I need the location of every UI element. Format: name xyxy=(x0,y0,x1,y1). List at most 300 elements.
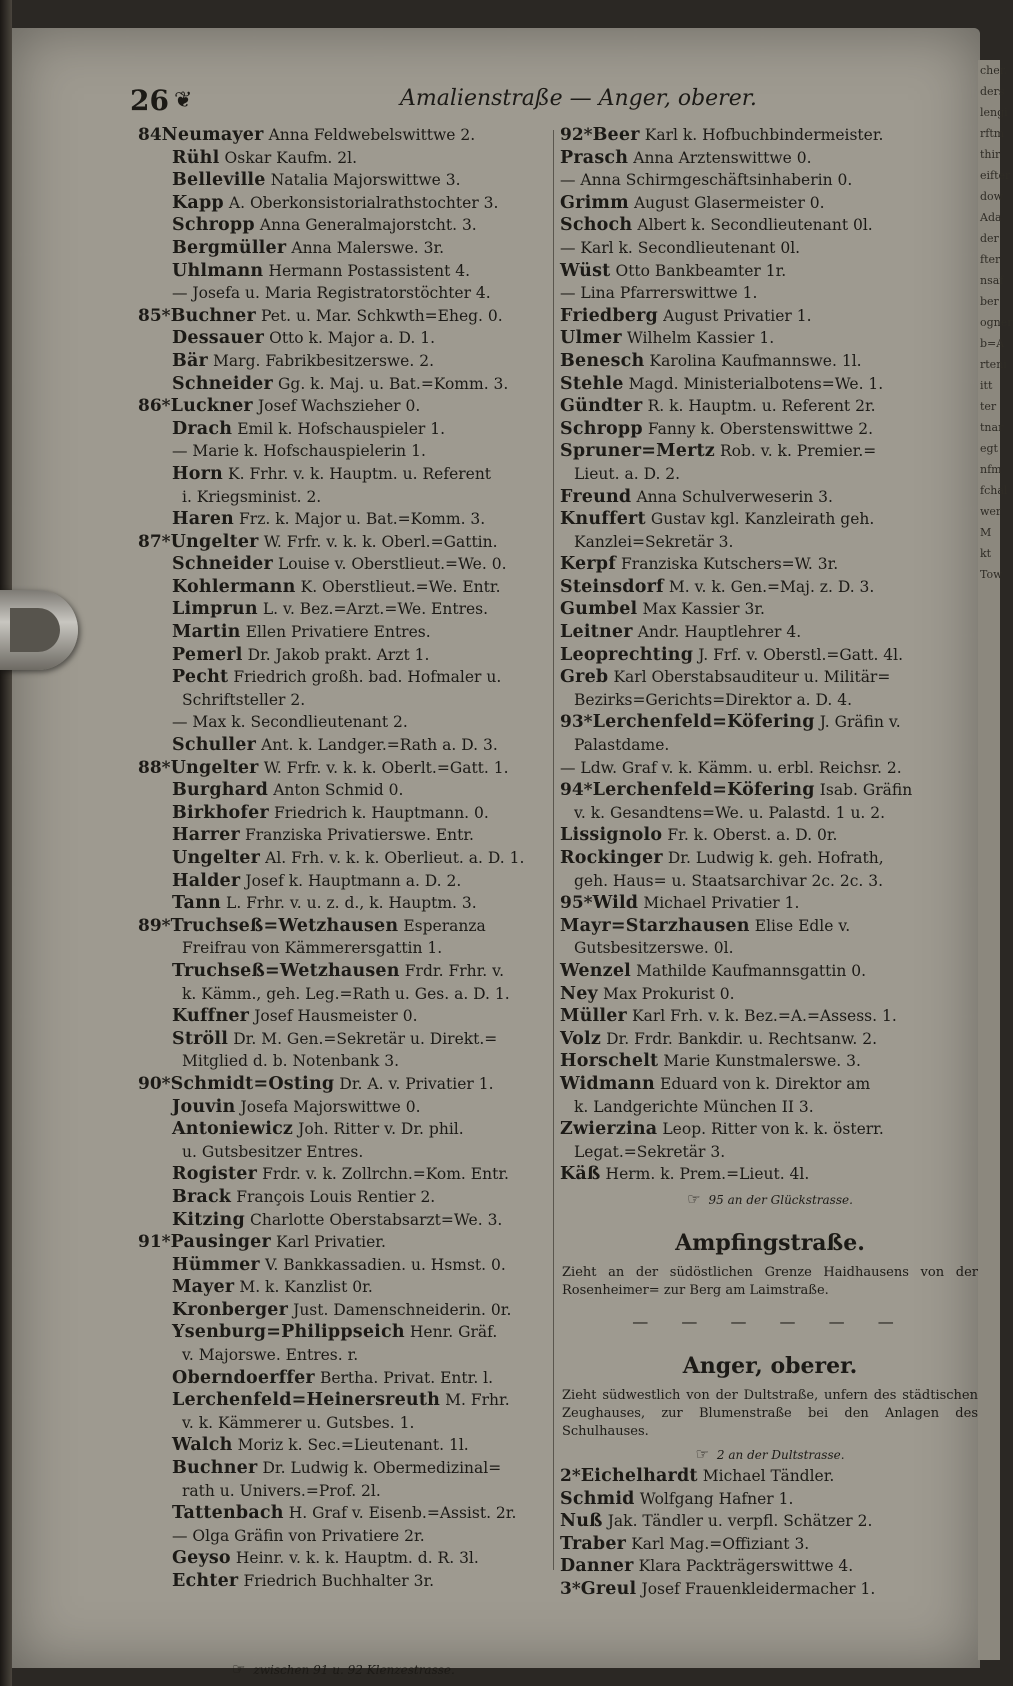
directory-entry xyxy=(560,486,980,509)
directory-entry xyxy=(560,689,980,712)
directory-entry xyxy=(560,282,980,305)
resident-name: Schmid xyxy=(560,1488,635,1509)
resident-details: M. Frhr. xyxy=(445,1391,510,1410)
entry-continuation: i. Kriegsminist. 2. xyxy=(182,487,322,506)
directory-entry xyxy=(560,1488,980,1511)
resident-name: Leoprechting xyxy=(560,644,694,665)
directory-entry xyxy=(138,1163,548,1186)
left-footer-text: zwischen 91 u. 92 Klenzestrasse. xyxy=(253,1663,455,1677)
resident-details: Rob. v. k. Premier.= xyxy=(720,442,877,461)
directory-entry xyxy=(560,644,980,667)
directory-entry xyxy=(560,1050,980,1073)
resident-name: Schuller xyxy=(172,735,256,756)
entry-continuation: Schriftsteller 2. xyxy=(182,690,306,709)
directory-entry xyxy=(560,553,980,576)
directory-entry xyxy=(560,124,980,147)
directory-entry xyxy=(138,621,548,644)
resident-name: Ysenburg=Philippseich xyxy=(172,1322,405,1343)
next-page-fragment: M xyxy=(980,526,992,539)
directory-entry xyxy=(138,418,548,441)
page-header xyxy=(130,84,757,120)
resident-name: Müller xyxy=(560,1006,627,1027)
book-binding-edge xyxy=(0,0,12,1686)
directory-entry xyxy=(138,237,548,260)
resident-details: W. Frfr. v. k. k. Oberl.=Gattin. xyxy=(263,532,498,551)
resident-details: Josefa Majorswittwe 0. xyxy=(240,1097,421,1116)
directory-entry xyxy=(138,757,548,780)
resident-details: Friedrich großh. bad. Hofmaler u. xyxy=(233,668,502,687)
resident-name: Pemerl xyxy=(172,644,243,665)
directory-entry xyxy=(560,779,980,802)
resident-details: Max Kassier 3r. xyxy=(642,600,765,619)
resident-name: Bär xyxy=(172,350,208,371)
resident-name: Gündter xyxy=(560,396,643,417)
directory-entry xyxy=(560,192,980,215)
resident-details: Klara Packträgerswittwe 4. xyxy=(638,1557,854,1576)
next-page-fragment: fter xyxy=(980,253,1001,266)
next-page-fragment: tnar xyxy=(980,421,1004,434)
resident-details: Karl Oberstabsauditeur u. Militär= xyxy=(613,668,891,687)
directory-entry xyxy=(138,1321,548,1344)
directory-entry xyxy=(138,1276,548,1299)
directory-entry xyxy=(560,1555,980,1578)
directory-entry xyxy=(138,1028,548,1051)
directory-entry xyxy=(560,847,980,870)
directory-entry xyxy=(138,598,548,621)
resident-name: Ulmer xyxy=(560,328,622,349)
directory-entry xyxy=(560,1028,980,1051)
house-number: 86* xyxy=(138,396,171,417)
resident-name: Schneider xyxy=(172,373,273,394)
section-title-anger: Anger, oberer. xyxy=(682,1352,858,1379)
resident-details: Josef k. Hauptmann a. D. 2. xyxy=(245,871,462,890)
resident-details: J. Gräfin v. xyxy=(819,713,901,732)
directory-entry xyxy=(138,983,548,1006)
house-number: 89* xyxy=(138,915,171,936)
resident-details: Franziska Kutschers=W. 3r. xyxy=(621,555,839,574)
directory-entry xyxy=(138,395,548,418)
resident-name: Grimm xyxy=(560,192,629,213)
next-page-fragment: ber xyxy=(980,295,999,308)
directory-entry xyxy=(138,824,548,847)
resident-name: Stehle xyxy=(560,373,624,394)
next-page-fragment: cher. xyxy=(980,64,1008,77)
resident-name: Echter xyxy=(172,1571,239,1591)
resident-name: Harrer xyxy=(172,825,240,846)
resident-name: Knuffert xyxy=(560,509,646,530)
resident-details: Esperanza xyxy=(403,916,486,935)
resident-name: Bergmüller xyxy=(172,237,287,258)
directory-entry xyxy=(560,508,980,531)
directory-entry xyxy=(138,260,548,283)
section-desc-ampfing: Zieht an der südöstlichen Grenze Haidhausens von der Rosenheimer= zur Berg am Laimstraße. xyxy=(562,1264,978,1298)
section-desc-anger: Zieht südwestlich von der Dultstraße, unfern des städtischen Zeughauses, zur Blumenstraße bei den Anlagen des Schulhauses. xyxy=(562,1387,978,1439)
house-number: 85* xyxy=(138,305,171,326)
resident-name: Prasch xyxy=(560,147,629,168)
resident-name: Schneider xyxy=(172,554,273,575)
next-page-fragment: fchal xyxy=(980,484,1008,497)
next-page-fragment: kt xyxy=(980,547,992,560)
entry-continuation: Mitglied d. b. Notenbank 3. xyxy=(182,1052,399,1071)
scanner-clip xyxy=(0,590,78,670)
directory-entry xyxy=(560,1163,980,1186)
directory-entry xyxy=(138,915,548,938)
resident-name: Pecht xyxy=(172,667,229,688)
resident-details: Natalia Majorswittwe 3. xyxy=(270,171,461,190)
resident-details: Ant. k. Landger.=Rath a. D. 3. xyxy=(261,736,498,755)
resident-details: Anna Arztenswittwe 0. xyxy=(633,148,812,167)
resident-details: L. v. Bez.=Arzt.=We. Entres. xyxy=(262,600,489,619)
directory-entry xyxy=(138,486,548,509)
directory-entry xyxy=(560,395,980,418)
directory-entry xyxy=(560,237,980,260)
resident-details: Isab. Gräfin xyxy=(819,781,913,800)
directory-entry xyxy=(138,147,548,170)
resident-name: Beer xyxy=(592,125,640,145)
directory-entry xyxy=(138,1050,548,1073)
resident-details: Charlotte Oberstabsarzt=We. 3. xyxy=(249,1210,503,1229)
directory-entry xyxy=(138,508,548,531)
directory-entry xyxy=(560,1005,980,1028)
resident-details: Frz. k. Major u. Bat.=Komm. 3. xyxy=(239,510,486,529)
directory-entry xyxy=(138,802,548,825)
directory-entry xyxy=(560,169,980,192)
resident-name: Burghard xyxy=(172,780,269,801)
directory-entry xyxy=(138,870,548,893)
resident-name: Luckner xyxy=(170,396,253,417)
resident-name: Spruner=Mertz xyxy=(560,441,715,462)
directory-entry xyxy=(138,689,548,712)
directory-entry xyxy=(138,1254,548,1277)
resident-name: Dessauer xyxy=(172,328,265,349)
pointing-hand-icon: ☞ xyxy=(232,1660,246,1678)
resident-name: Kapp xyxy=(172,192,224,213)
resident-details: Gg. k. Maj. u. Bat.=Komm. 3. xyxy=(278,374,509,393)
resident-name: Nuß xyxy=(560,1511,603,1532)
resident-name: Oberndoerffer xyxy=(172,1367,315,1388)
next-page-fragment: nsaf xyxy=(980,274,1004,287)
resident-name: Zwierzina xyxy=(560,1119,658,1140)
resident-name: Truchseß=Wetzhausen xyxy=(172,960,400,981)
entry-continuation: k. Kämm., geh. Leg.=Rath u. Ges. a. D. 1. xyxy=(182,984,510,1003)
directory-entry xyxy=(560,1073,980,1096)
resident-name: Wild xyxy=(592,893,639,914)
resident-name: Schoch xyxy=(560,215,633,236)
resident-details: Emil k. Hofschauspieler 1. xyxy=(237,419,446,438)
resident-name: Traber xyxy=(560,1533,627,1554)
resident-details: W. Frfr. v. k. k. Oberlt.=Gatt. 1. xyxy=(263,758,509,777)
resident-details: Dr. M. Gen.=Sekretär u. Direkt.= xyxy=(233,1029,498,1048)
resident-details: Ellen Privatiere Entres. xyxy=(245,623,431,642)
resident-details: Fanny k. Oberstenswittwe 2. xyxy=(647,419,874,438)
resident-details: Otto k. Major a. D. 1. xyxy=(269,329,435,348)
resident-details: Dr. Ludwig k. Obermedizinal= xyxy=(262,1459,502,1478)
resident-name: Belleville xyxy=(172,170,266,191)
directory-entry xyxy=(138,711,548,734)
resident-name: Ney xyxy=(560,983,598,1004)
resident-details: Joh. Ritter v. Dr. phil. xyxy=(298,1120,464,1139)
resident-details: Otto Bankbeamter 1r. xyxy=(615,261,787,280)
directory-entry xyxy=(138,779,548,802)
entry-text: — Max k. Secondlieutenant 2. xyxy=(172,713,408,732)
directory-entry xyxy=(138,1005,548,1028)
resident-name: Lissignolo xyxy=(560,825,663,846)
resident-name: Uhlmann xyxy=(172,260,264,281)
directory-entry xyxy=(138,1118,548,1141)
resident-name: Wüst xyxy=(560,260,611,281)
resident-name: Antoniewicz xyxy=(172,1119,294,1140)
resident-name: Ungelter xyxy=(170,757,259,778)
directory-entry xyxy=(560,1465,980,1488)
house-number: 3* xyxy=(560,1578,581,1599)
directory-entry xyxy=(560,983,980,1006)
page-number: 26 xyxy=(130,84,169,117)
resident-name: Steinsdorf xyxy=(560,576,664,597)
directory-entry xyxy=(560,666,980,689)
resident-name: Käß xyxy=(560,1164,601,1185)
directory-entry xyxy=(138,192,548,215)
scanner-clip-inner xyxy=(10,608,60,652)
resident-name: Schropp xyxy=(560,418,643,439)
directory-entry xyxy=(560,531,980,554)
directory-entry xyxy=(138,960,548,983)
resident-details: Josef Wachszieher 0. xyxy=(257,397,421,416)
resident-details: Michael Tändler. xyxy=(702,1466,835,1485)
directory-entry xyxy=(138,644,548,667)
directory-entry xyxy=(138,576,548,599)
resident-details: Max Prokurist 0. xyxy=(603,984,735,1003)
resident-details: Friedrich k. Hauptmann. 0. xyxy=(273,803,489,822)
directory-entry xyxy=(560,327,980,350)
directory-entry xyxy=(560,418,980,441)
resident-details: M. k. Kanzlist 0r. xyxy=(239,1278,373,1297)
directory-entry xyxy=(560,1141,980,1164)
pointing-hand-icon: ☞ xyxy=(695,1444,709,1463)
directory-entry xyxy=(138,1434,548,1457)
entry-continuation: v. k. Kämmerer u. Gutsbes. 1. xyxy=(182,1413,415,1432)
resident-name: Eichelhardt xyxy=(580,1465,698,1486)
resident-name: Kronberger xyxy=(172,1299,289,1320)
resident-details: Herm. k. Prem.=Lieut. 4l. xyxy=(605,1165,810,1184)
directory-entry xyxy=(138,1141,548,1164)
house-number: 90* xyxy=(138,1073,171,1094)
resident-name: Walch xyxy=(172,1435,233,1456)
entry-continuation: geh. Haus= u. Staatsarchivar 2c. 2c. 3. xyxy=(574,871,884,890)
resident-details: Gustav kgl. Kanzleirath geh. xyxy=(650,510,875,529)
resident-name: Buchner xyxy=(172,1458,258,1479)
entry-text: — Josefa u. Maria Registratorstöchter 4. xyxy=(172,284,491,303)
resident-name: Truchseß=Wetzhausen xyxy=(170,915,399,936)
resident-details: Karl k. Hofbuchbindermeister. xyxy=(644,126,884,144)
resident-details: Pet. u. Mar. Schkwth=Eheg. 0. xyxy=(261,306,503,325)
house-number: 92* xyxy=(560,125,593,145)
directory-entry xyxy=(560,1578,980,1601)
resident-details: Just. Damenschneiderin. 0r. xyxy=(293,1300,512,1319)
resident-name: Schmidt=Osting xyxy=(170,1073,335,1094)
resident-details: Anna Malerswe. 3r. xyxy=(291,238,445,257)
directory-entry xyxy=(560,260,980,283)
resident-details: Heinr. v. k. k. Hauptm. d. R. 3l. xyxy=(235,1549,479,1568)
resident-name: Rogister xyxy=(172,1164,257,1185)
resident-details: Anton Schmid 0. xyxy=(273,781,404,800)
resident-details: Karl Mag.=Offiziant 3. xyxy=(631,1534,810,1553)
directory-entry xyxy=(138,937,548,960)
resident-name: Buchner xyxy=(170,305,256,326)
next-page-fragment: egt xyxy=(980,442,998,455)
next-page-fragment: thir xyxy=(980,148,1001,161)
resident-name: Widmann xyxy=(560,1073,655,1094)
resident-details: Franziska Privatierswe. Entr. xyxy=(244,826,474,845)
directory-entry xyxy=(138,1186,548,1209)
directory-entry xyxy=(138,463,548,486)
directory-entry xyxy=(138,553,548,576)
directory-entry xyxy=(138,1480,548,1503)
directory-entry xyxy=(560,1510,980,1533)
right-column-entries xyxy=(560,124,980,1186)
resident-details: Karl Privatier. xyxy=(276,1233,386,1252)
directory-entry xyxy=(138,1096,548,1119)
resident-name: Lerchenfeld=Heinersreuth xyxy=(172,1390,441,1411)
resident-details: Andr. Hauptlehrer 4. xyxy=(637,623,802,642)
directory-entry xyxy=(138,124,548,147)
directory-entry xyxy=(560,937,980,960)
entry-continuation: Lieut. a. D. 2. xyxy=(574,464,681,483)
directory-entry xyxy=(138,892,548,915)
resident-details: Karl Frh. v. k. Bez.=A.=Assess. 1. xyxy=(632,1007,897,1026)
resident-details: Al. Frh. v. k. k. Oberlieut. a. D. 1. xyxy=(265,849,525,867)
entry-text: — Lina Pfarrerswittwe 1. xyxy=(560,284,758,303)
resident-details: Magd. Ministerialbotens=We. 1. xyxy=(628,374,884,393)
resident-name: Jouvin xyxy=(172,1096,236,1117)
directory-entry xyxy=(560,576,980,599)
resident-details: Frdr. Frhr. v. xyxy=(404,961,504,980)
directory-entry xyxy=(560,870,980,893)
resident-details: August Privatier 1. xyxy=(663,306,812,325)
directory-entry xyxy=(138,373,548,396)
resident-name: Mayr=Starzhausen xyxy=(560,915,750,936)
next-page-edge xyxy=(978,60,1013,1660)
resident-name: Kuffner xyxy=(172,1006,250,1027)
resident-name: Rockinger xyxy=(560,848,663,868)
resident-name: Horn xyxy=(172,463,223,484)
resident-details: Wolfgang Hafner 1. xyxy=(639,1489,794,1508)
right-column xyxy=(560,124,980,1600)
resident-details: François Louis Rentier 2. xyxy=(236,1187,436,1206)
resident-details: K. Frhr. v. k. Hauptm. u. Referent xyxy=(228,464,492,483)
resident-name: Danner xyxy=(560,1556,634,1577)
directory-entry xyxy=(560,960,980,983)
entry-continuation: Bezirks=Gerichts=Direktor a. D. 4. xyxy=(574,690,853,709)
resident-name: Leitner xyxy=(560,622,633,643)
resident-details: Michael Privatier 1. xyxy=(643,894,800,913)
resident-name: Kerpf xyxy=(560,554,616,575)
resident-name: Hümmer xyxy=(172,1254,260,1275)
resident-details: Albert k. Secondlieutenant 0l. xyxy=(637,216,873,235)
directory-entry xyxy=(560,214,980,237)
resident-name: Martin xyxy=(172,622,241,643)
directory-entry xyxy=(138,1457,548,1480)
house-number: 87* xyxy=(138,531,171,552)
resident-name: Rühl xyxy=(172,147,220,168)
directory-entry xyxy=(138,1344,548,1367)
right-hand-note-text: 95 an der Glückstrasse. xyxy=(708,1192,853,1207)
next-page-fragment: dow xyxy=(980,190,1004,203)
resident-details: Dr. Frdr. Bankdir. u. Rechtsanw. 2. xyxy=(606,1029,878,1048)
directory-entry xyxy=(138,214,548,237)
resident-name: Kohlermann xyxy=(172,576,296,597)
entry-continuation: v. Majorswe. Entres. r. xyxy=(182,1346,359,1365)
entry-continuation: Kanzlei=Sekretär 3. xyxy=(574,532,734,551)
directory-entry xyxy=(138,1231,548,1254)
left-footer-note xyxy=(232,1660,455,1678)
resident-details: Mathilde Kaufmannsgattin 0. xyxy=(636,961,867,980)
resident-details: Friedrich Buchhalter 3r. xyxy=(243,1572,435,1590)
directory-entry xyxy=(560,1096,980,1119)
directory-entry xyxy=(560,824,980,847)
next-page-fragment: Tow xyxy=(980,568,1003,581)
resident-details: August Glasermeister 0. xyxy=(633,193,825,212)
next-page-fragment: eifter xyxy=(980,169,1011,182)
next-page-fragment: b=A xyxy=(980,337,1005,350)
next-page-fragment: ders xyxy=(980,85,1005,98)
resident-name: Volz xyxy=(560,1028,602,1049)
right-hand-note xyxy=(560,1190,980,1208)
directory-entry xyxy=(560,598,980,621)
resident-name: Pausinger xyxy=(170,1232,271,1253)
entry-text: — Ldw. Graf v. k. Kämm. u. erbl. Reichsr. 2. xyxy=(560,758,902,777)
resident-details: A. Oberkonsistorialrathstochter 3. xyxy=(228,193,499,212)
entry-text: — Olga Gräfin von Privatiere 2r. xyxy=(172,1526,425,1545)
resident-name: Haren xyxy=(172,509,234,530)
next-page-fragment: nfm xyxy=(980,463,1002,476)
directory-entry xyxy=(138,305,548,328)
section-separator: — — — — — — xyxy=(632,1311,908,1331)
resident-details: Bertha. Privat. Entr. l. xyxy=(319,1368,494,1387)
directory-entry xyxy=(138,734,548,757)
house-number: 95* xyxy=(560,893,593,914)
resident-details: H. Graf v. Eisenb.=Assist. 2r. xyxy=(288,1504,517,1523)
directory-entry xyxy=(138,1389,548,1412)
resident-details: Josef Frauenkleidermacher 1. xyxy=(641,1579,876,1598)
resident-name: Mayer xyxy=(172,1277,235,1298)
directory-entry xyxy=(560,915,980,938)
resident-details: Henr. Gräf. xyxy=(409,1323,498,1342)
resident-details: M. v. k. Gen.=Maj. z. D. 3. xyxy=(668,577,875,596)
ornament-icon: ❦ xyxy=(174,88,193,113)
directory-entry xyxy=(138,440,548,463)
resident-details: L. Frhr. v. u. z. d., k. Hauptm. 3. xyxy=(226,894,477,913)
house-number: 88* xyxy=(138,757,171,778)
resident-details: Anna Schulverweserin 3. xyxy=(636,487,833,506)
resident-name: Neumayer xyxy=(161,125,264,145)
directory-entry xyxy=(138,1367,548,1390)
resident-details: Anna Feldwebelswittwe 2. xyxy=(268,126,476,144)
resident-details: Elise Edle v. xyxy=(754,916,851,935)
resident-name: Greul xyxy=(580,1578,637,1599)
directory-entry xyxy=(560,373,980,396)
resident-name: Ungelter xyxy=(170,531,259,552)
directory-entry xyxy=(560,440,980,463)
pointing-hand-icon: ☞ xyxy=(687,1189,701,1208)
resident-details: Louise v. Oberstlieut.=We. 0. xyxy=(278,555,507,574)
section-title-ampfing: Ampfingstraße. xyxy=(675,1229,865,1256)
resident-details: Karolina Kaufmannswe. 1l. xyxy=(649,351,862,370)
entry-continuation: rath u. Univers.=Prof. 2l. xyxy=(182,1481,381,1500)
resident-name: Brack xyxy=(172,1186,232,1207)
directory-entry xyxy=(138,1412,548,1435)
anger-hand-note-text: 2 an der Dultstrasse. xyxy=(716,1447,845,1462)
resident-name: Horschelt xyxy=(560,1051,659,1072)
